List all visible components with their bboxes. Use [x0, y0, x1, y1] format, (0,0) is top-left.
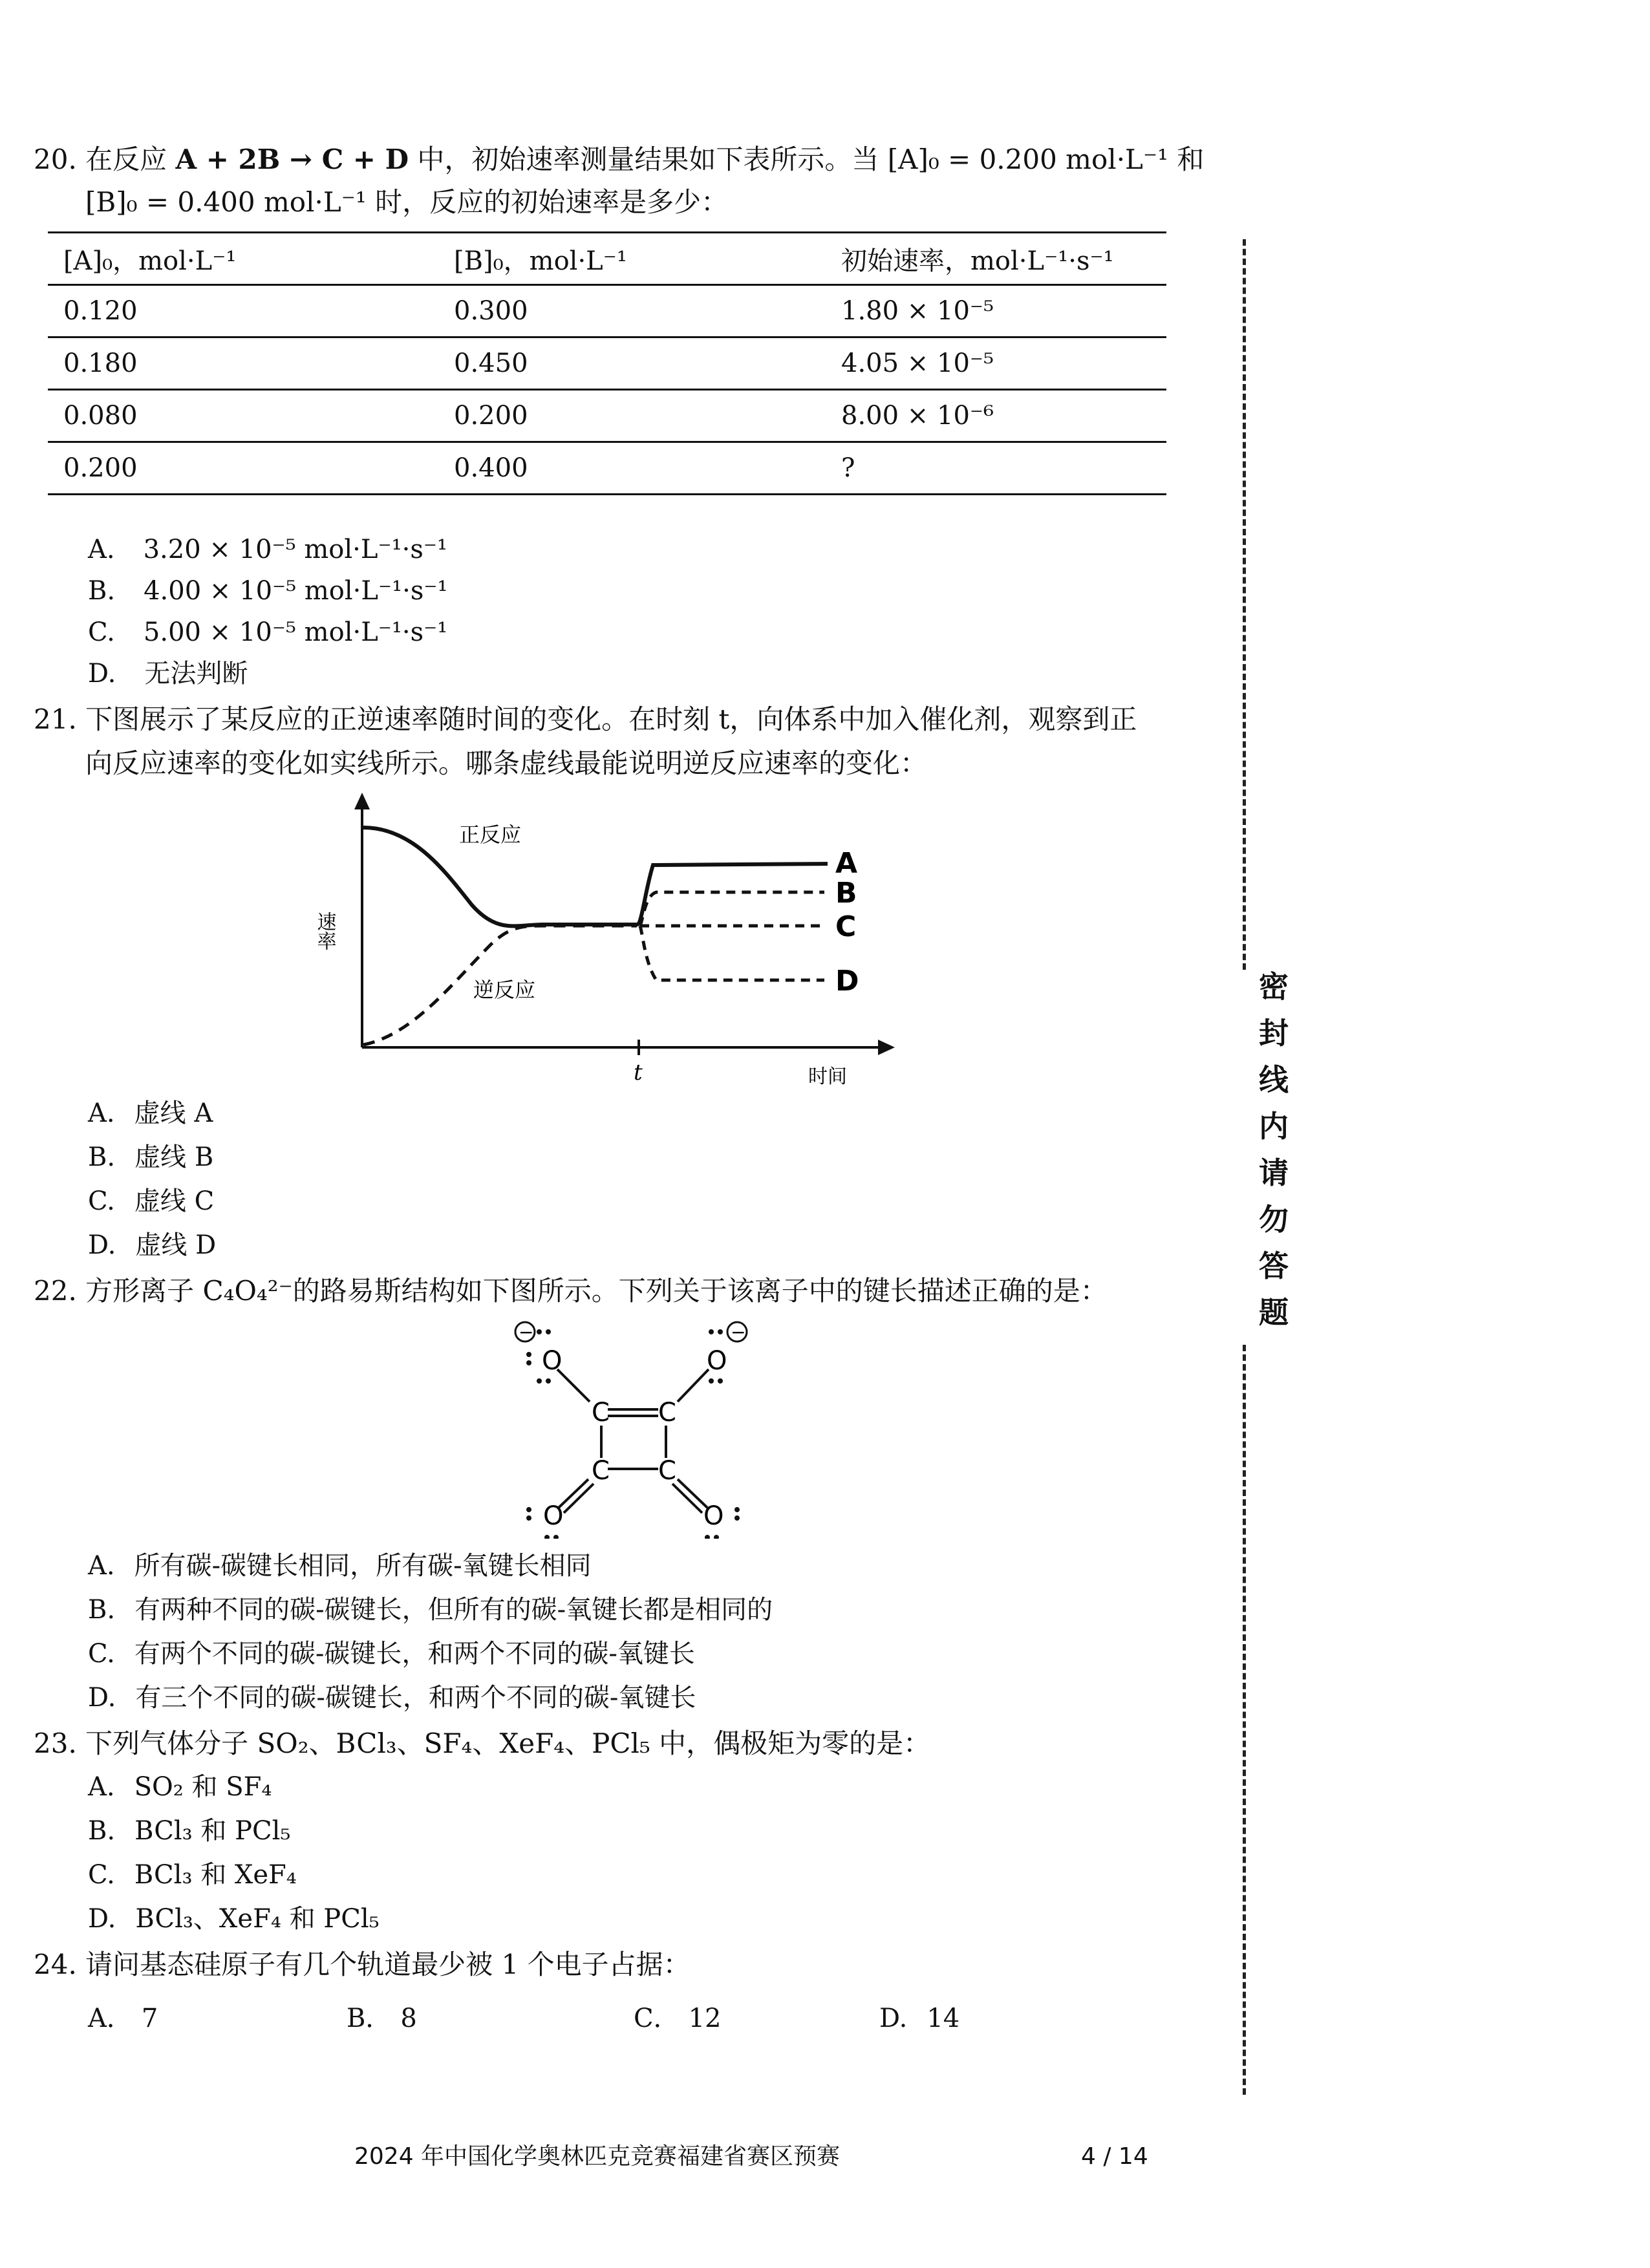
q23-text: 下列气体分子 SO₂、BCl₃、SF₄、XeF₄、PCl₅ 中，偶极矩为零的是：: [85, 1728, 931, 1759]
q22-text: 方形离子 C₄O₄²⁻的路易斯结构如下图所示。下列关于该离子中的键长描述正确的是：: [85, 1275, 1108, 1307]
q23-option-d[interactable]: [88, 1906, 380, 1932]
table-cell: 0.180: [48, 337, 438, 390]
option-text: 虚线 A: [134, 1098, 213, 1128]
q21-line2: 向反应速率的变化如实线所示。哪条虚线最能说明逆反应速率的变化：: [85, 747, 928, 779]
kinetics-table: [48, 231, 1166, 495]
page-number: 4 / 14: [1081, 2143, 1148, 2170]
table-row: [48, 390, 1166, 442]
table-row: [48, 442, 1166, 495]
q20-text-mid: 中，初始速率测量结果如下表所示。当: [417, 144, 879, 175]
carbon-atom: C: [658, 1456, 676, 1486]
q20-option-c[interactable]: [88, 619, 447, 645]
curve-label-a: A: [835, 847, 858, 880]
table-cell: 0.450: [438, 337, 826, 390]
option-letter: B.: [88, 1595, 116, 1625]
option-letter: A.: [88, 1772, 115, 1802]
seal-char: 封: [1259, 1016, 1289, 1051]
co-single-bond-tr: [678, 1369, 709, 1402]
co-single-bond-tl: [557, 1369, 590, 1402]
seal-line-top: [1243, 239, 1246, 970]
option-letter: D.: [88, 1230, 116, 1260]
q20-number: 20.: [34, 144, 77, 175]
option-text: 4.00 × 10⁻⁵ mol·L⁻¹·s⁻¹: [144, 576, 448, 606]
seal-notice: [1254, 963, 1293, 1336]
table-cell: 1.80 × 10⁻⁵: [826, 285, 1166, 337]
option-letter: B.: [88, 1142, 116, 1172]
q20-line1: [34, 146, 1204, 173]
seal-char: 请: [1259, 1155, 1289, 1190]
q21-number: 21.: [34, 703, 77, 735]
x-axis-arrow: [878, 1040, 895, 1055]
q21-option-c[interactable]: [88, 1188, 214, 1214]
option-letter: C.: [88, 1186, 115, 1216]
q22-option-d[interactable]: [88, 1685, 696, 1711]
q23-line1: [34, 1730, 930, 1757]
dashed-curve-b: [640, 892, 824, 926]
q20-equation: A + 2B → C + D: [175, 144, 409, 175]
q23-number: 23.: [34, 1728, 77, 1759]
option-text: BCl₃、XeF₄ 和 PCl₅: [135, 1904, 380, 1934]
option-text: 有两个不同的碳-碳键长，和两个不同的碳-氧键长: [134, 1639, 695, 1669]
q23-option-a[interactable]: [88, 1774, 272, 1800]
option-letter: A．: [88, 2004, 133, 2033]
q20-line2: [85, 186, 729, 218]
table-row: [48, 337, 1166, 390]
q20-and: 和: [1177, 144, 1205, 175]
forward-label: 正反应: [459, 822, 522, 847]
table-cell: 0.120: [48, 285, 438, 337]
option-text: 有两种不同的碳-碳键长，但所有的碳-氧键长都是相同的: [134, 1595, 773, 1625]
q21-option-d[interactable]: [88, 1232, 216, 1258]
q21-text: 下图展示了某反应的正逆速率随时间的变化。在时刻 t，向体系中加入催化剂，观察到正: [85, 703, 1137, 735]
option-text: 3.20 × 10⁻⁵ mol·L⁻¹·s⁻¹: [143, 535, 447, 564]
q20-condition-a: [A]₀ = 0.200 mol·L⁻¹: [887, 144, 1168, 175]
option-letter: A.: [88, 1098, 115, 1128]
q20-option-b[interactable]: [88, 578, 448, 604]
option-text: BCl₃ 和 XeF₄: [134, 1860, 297, 1890]
curve-label-d: D: [835, 965, 859, 998]
seal-char: 勿: [1259, 1202, 1289, 1237]
seal-char: 内: [1259, 1109, 1289, 1144]
oxygen-atom: O: [707, 1346, 727, 1376]
q22-option-a[interactable]: [88, 1553, 592, 1579]
option-text: 5.00 × 10⁻⁵ mol·L⁻¹·s⁻¹: [143, 617, 448, 647]
y-axis-arrow: [354, 793, 370, 809]
q20-text-prefix: 在反应: [85, 144, 167, 175]
oxygen-atom: O: [703, 1501, 724, 1531]
q22-option-c[interactable]: [88, 1641, 695, 1667]
option-letter: C．: [634, 2004, 680, 2033]
table-cell: 8.00 × 10⁻⁶: [826, 390, 1166, 442]
option-letter: B．: [347, 2004, 392, 2033]
q20-text-suffix: 时，反应的初始速率是多少：: [375, 186, 729, 218]
minus-sign: −: [519, 1321, 534, 1343]
table-row: [48, 285, 1166, 337]
seal-line-bottom: [1243, 1345, 1246, 2095]
seal-char: 题: [1259, 1295, 1289, 1330]
q22-number: 22.: [34, 1275, 77, 1307]
option-text: SO₂ 和 SF₄: [134, 1772, 272, 1802]
curve-label-b: B: [835, 877, 857, 910]
carbon-atom: C: [592, 1398, 610, 1428]
curve-label-c: C: [835, 910, 857, 943]
reverse-label: 逆反应: [473, 978, 536, 1002]
carbon-atom: C: [658, 1398, 676, 1428]
option-text: 所有碳-碳键长相同，所有碳-氧键长相同: [134, 1551, 592, 1581]
carbon-atom: C: [592, 1456, 610, 1486]
footer-title: 2024 年中国化学奥林匹克竞赛福建省赛区预赛: [354, 2143, 841, 2170]
q24-text: 请问基态硅原子有几个轨道最少被 1 个电子占据：: [85, 1949, 691, 1980]
option-letter: B.: [88, 1816, 116, 1846]
option-text: 12: [688, 2004, 722, 2033]
q24-line1: [34, 1951, 691, 1978]
q24-option-c[interactable]: [634, 2006, 722, 2031]
x-axis-label: 时间: [808, 1065, 847, 1088]
option-letter: C.: [88, 1639, 115, 1669]
rate-time-chart: [304, 789, 918, 1093]
option-letter: D.: [88, 1683, 116, 1713]
q21-option-b[interactable]: [88, 1144, 213, 1170]
oxygen-atom: O: [543, 1501, 564, 1531]
q20-condition-b: [B]₀ = 0.400 mol·L⁻¹: [85, 186, 367, 218]
table-cell: 4.05 × 10⁻⁵: [826, 337, 1166, 390]
t-label: t: [634, 1060, 643, 1086]
option-text: 无法判断: [144, 659, 248, 689]
table-header-row: [48, 233, 1166, 285]
option-letter: C.: [88, 617, 115, 647]
minus-sign: −: [731, 1321, 746, 1343]
table-cell: 0.200: [438, 390, 826, 442]
option-letter: A.: [88, 1551, 115, 1581]
option-text: 虚线 C: [134, 1186, 215, 1216]
option-text: 7: [141, 2004, 158, 2033]
q21-option-a[interactable]: [88, 1100, 213, 1126]
q22-line1: [34, 1275, 1108, 1307]
option-text: BCl₃ 和 PCl₅: [134, 1816, 291, 1846]
q24-option-b[interactable]: [347, 2006, 417, 2031]
lewis-structure: [511, 1319, 769, 1539]
seal-char: 线: [1259, 1062, 1289, 1097]
table-header: 初始速率，mol·L⁻¹·s⁻¹: [826, 233, 1166, 285]
option-letter: D.: [879, 2004, 908, 2033]
option-letter: A.: [88, 535, 115, 564]
option-letter: C.: [88, 1860, 115, 1890]
option-letter: D.: [88, 1904, 116, 1934]
option-text: 8: [400, 2004, 417, 2033]
oxygen-atom: O: [542, 1346, 562, 1376]
option-text: 虚线 B: [134, 1142, 214, 1172]
seal-char: 密: [1259, 969, 1289, 1004]
dashed-curve-d: [640, 926, 824, 980]
table-cell: 0.200: [48, 442, 438, 495]
table-cell: 0.400: [438, 442, 826, 495]
table-cell: 0.080: [48, 390, 438, 442]
option-text: 14: [927, 2004, 960, 2033]
table-cell: ?: [826, 442, 1166, 495]
option-letter: B.: [88, 576, 116, 606]
q24-option-d[interactable]: [879, 2006, 959, 2031]
q20-option-d[interactable]: [88, 661, 248, 687]
table-cell: 0.300: [438, 285, 826, 337]
option-letter: D.: [88, 659, 116, 689]
option-text: 虚线 D: [135, 1230, 217, 1260]
q23-option-b[interactable]: [88, 1818, 290, 1844]
seal-char: 答: [1259, 1248, 1289, 1283]
option-text: 有三个不同的碳-碳键长，和两个不同的碳-氧键长: [135, 1683, 696, 1713]
q21-line1: [34, 703, 1137, 735]
y-axis-label: 速率: [313, 912, 336, 950]
q24-option-a[interactable]: [88, 2006, 158, 2031]
q24-number: 24.: [34, 1949, 77, 1980]
q22-option-b[interactable]: [88, 1597, 773, 1623]
table-header: [B]₀，mol·L⁻¹: [438, 233, 826, 285]
table-header: [A]₀，mol·L⁻¹: [48, 233, 438, 285]
q20-option-a[interactable]: [88, 537, 447, 562]
forward-rate-curve: [363, 828, 828, 926]
q23-option-c[interactable]: [88, 1862, 297, 1888]
